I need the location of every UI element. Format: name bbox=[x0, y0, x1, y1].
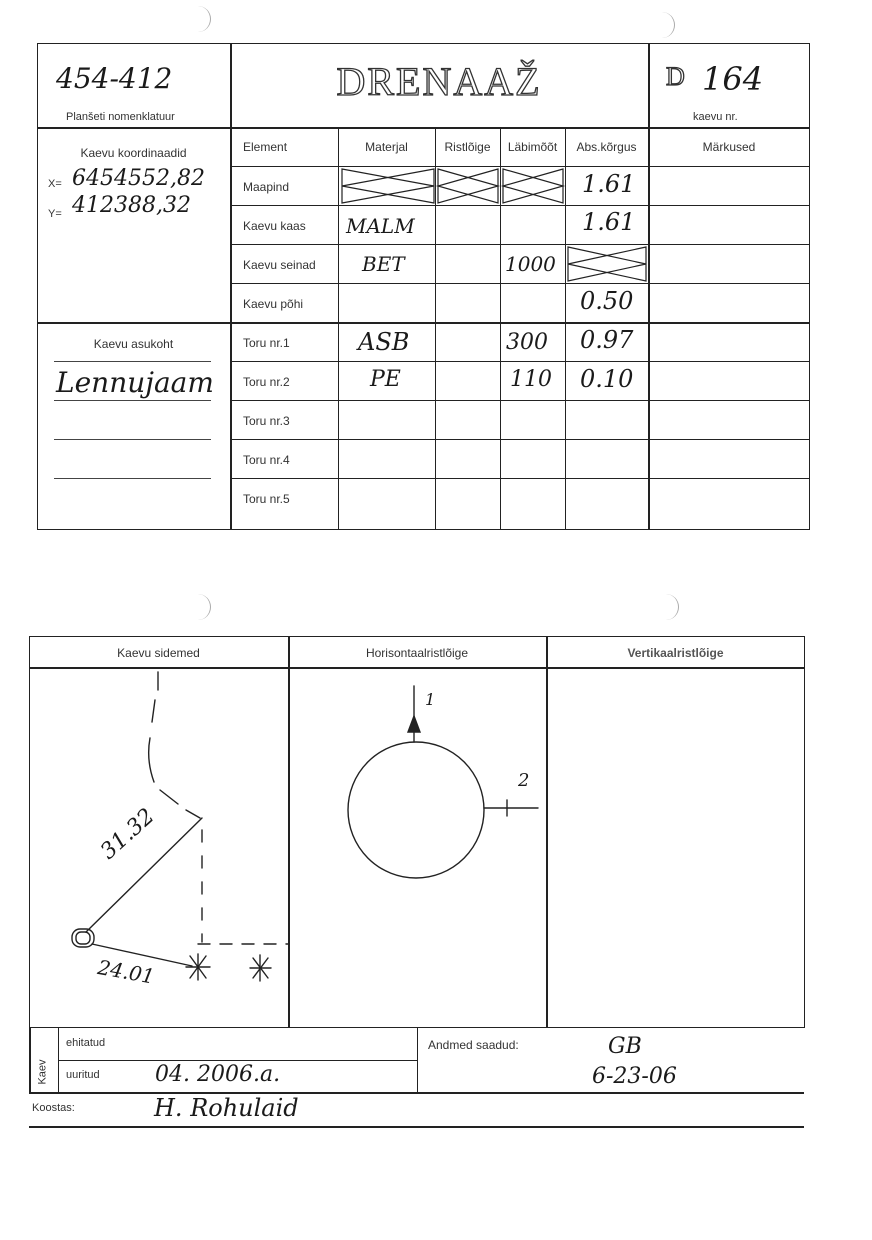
cell-material: ASB bbox=[358, 328, 410, 356]
header-element: Element bbox=[243, 140, 288, 154]
y-value: 412388,32 bbox=[72, 193, 191, 218]
location-label: Kaevu asukoht bbox=[93, 337, 174, 351]
surveyed-label: uuritud bbox=[66, 1069, 100, 1081]
cell-material: BET bbox=[362, 252, 405, 276]
compiled-label: Koostas: bbox=[32, 1102, 75, 1114]
x-value: 6454552,82 bbox=[72, 166, 205, 191]
page-title: DRENAAŽ bbox=[336, 59, 542, 104]
row-element: Kaevu kaas bbox=[243, 219, 306, 233]
header-diameter: Läbimõõt bbox=[507, 140, 558, 154]
cell-diameter: 300 bbox=[506, 330, 548, 355]
header-material: Materjal bbox=[365, 140, 408, 154]
row-element: Kaevu seinad bbox=[243, 258, 316, 272]
vertical-section-label: Vertikaalristlõige bbox=[627, 646, 724, 660]
row-element: Toru nr.4 bbox=[243, 453, 290, 467]
distance-label-1: 31.32 bbox=[96, 803, 160, 865]
well-circle bbox=[348, 742, 484, 878]
cell-material: PE bbox=[370, 367, 401, 392]
cell-elevation: 0.50 bbox=[580, 287, 634, 315]
connections-label: Kaevu sidemed bbox=[117, 646, 200, 660]
pipe-1-arrow bbox=[408, 716, 420, 732]
data-received-label: Andmed saadud: bbox=[428, 1038, 519, 1052]
pipe-1-label: 1 bbox=[425, 690, 436, 709]
header-cross-section: Ristlõige bbox=[444, 140, 491, 154]
header-remarks: Märkused bbox=[702, 140, 756, 154]
horizontal-section-label: Horisontaalristlõige bbox=[365, 646, 469, 660]
nomenclature-value: 454-412 bbox=[56, 62, 173, 95]
cell-elevation: 1.61 bbox=[582, 170, 636, 198]
surveyed-value: 04. 2006.a. bbox=[155, 1062, 281, 1087]
coordinates-label: Kaevu koordinaadid bbox=[80, 146, 187, 160]
cell-elevation: 0.10 bbox=[580, 365, 634, 393]
row-element: Toru nr.2 bbox=[243, 375, 290, 389]
x-label: X= bbox=[48, 178, 62, 190]
y-label: Y= bbox=[48, 208, 62, 220]
location-value: Lennujaam bbox=[56, 366, 214, 399]
compiled-value: H. Rohulaid bbox=[154, 1094, 299, 1122]
row-element: Toru nr.3 bbox=[243, 414, 290, 428]
row-element: Maapind bbox=[243, 180, 290, 194]
row-element: Toru nr.1 bbox=[243, 336, 290, 350]
cell-elevation: 1.61 bbox=[582, 208, 636, 236]
kaevu-number: 164 bbox=[702, 60, 764, 98]
cell-diameter: 1000 bbox=[505, 252, 556, 276]
cell-elevation: 0.97 bbox=[580, 326, 634, 354]
data-received-initials: GB bbox=[608, 1034, 642, 1059]
row-element: Kaevu põhi bbox=[243, 297, 304, 311]
pipe-2-label: 2 bbox=[518, 770, 530, 791]
distance-label-2: 24.01 bbox=[95, 955, 157, 989]
side-label: Kaev bbox=[36, 1059, 49, 1085]
header-elevation: Abs.kõrgus bbox=[576, 140, 637, 154]
cell-material: MALM bbox=[346, 214, 415, 238]
built-label: ehitatud bbox=[66, 1037, 106, 1049]
nomenclature-label: Planšeti nomenklatuur bbox=[66, 111, 175, 123]
data-received-date: 6-23-06 bbox=[592, 1064, 677, 1089]
kaevu-label: kaevu nr. bbox=[693, 111, 738, 123]
kaevu-prefix: D bbox=[666, 62, 687, 91]
row-element: Toru nr.5 bbox=[243, 492, 290, 506]
cell-diameter: 110 bbox=[510, 367, 552, 392]
